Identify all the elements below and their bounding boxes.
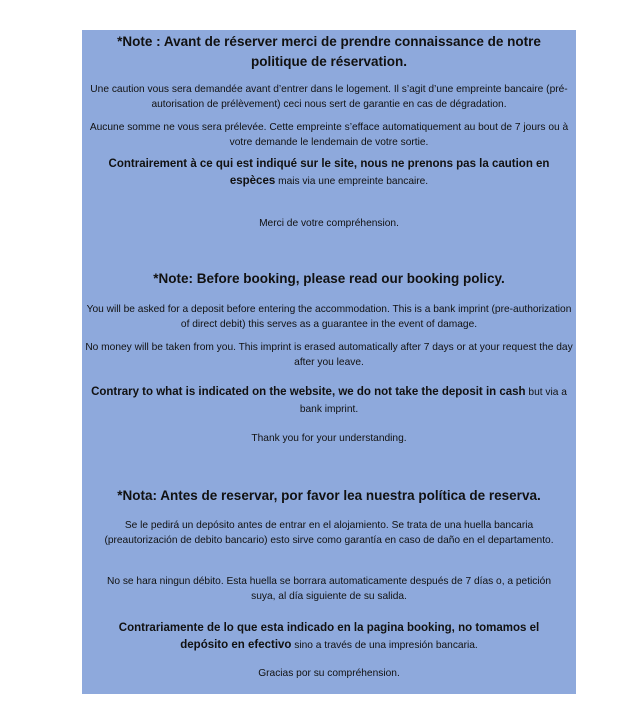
english-p3-normal: but via a bank imprint. [299, 387, 567, 415]
spanish-heading: *Nota: Antes de reservar, por favor lea nuestra política de reserva. [117, 488, 541, 503]
english-p1-text: You will be asked for a deposit before entering the accommodation. This is a bank imprint (pre-authorization of direct debit) this serves as a guarantee in the event of damage. [86, 304, 572, 330]
spanish-p2-text: No se hara ningun débito. Esta huella se borrara automaticamente después de 7 días o, a petición suya, al día siguiente de su salida. [106, 576, 551, 602]
spanish-paragraph-thanks [82, 666, 576, 681]
english-paragraph-no-charge [82, 340, 576, 370]
booking-policy-notice [82, 30, 576, 694]
english-p3-text [82, 384, 576, 418]
english-heading: *Note: Before booking, please read our booking policy. [153, 271, 505, 286]
spanish-p4-text: Gracias por su compréhension. [258, 668, 400, 679]
english-p3-bold: Contrary to what is indicated on the website, we do not take the deposit in cash [91, 386, 526, 398]
spanish-p3-text [99, 620, 559, 654]
french-paragraph-cash [82, 156, 576, 190]
english-paragraph-thanks [82, 431, 576, 446]
french-p1-text: Une caution vous sera demandée avant d’entrer dans le logement. Il s’agit d’une empreinte bancaire (pré-autorisation de prélèvement) ceci nous sert de garantie en cas de dégradation. [90, 84, 568, 110]
french-p4-text: Merci de votre compréhension. [259, 218, 399, 229]
french-section [82, 32, 576, 72]
french-p2-text: Aucune somme ne vous sera prélevée. Cette empreinte s’efface automatiquement au bout de 7 jours ou à votre demande le lendemain de votre sortie. [89, 122, 569, 148]
french-p3-normal: mais via une empreinte bancaire. [275, 176, 429, 187]
english-section [82, 269, 576, 289]
spanish-p1-text: Se le pedirá un depósito antes de entrar en el alojamiento. Se trata de una huella bancaria (preautorización de debito bancario) esto sirve como garantía en caso de daño en el departamento. [104, 520, 554, 546]
french-paragraph-no-charge [82, 120, 576, 150]
spanish-section [82, 486, 576, 506]
french-p3-text [89, 156, 569, 190]
english-p2-text: No money will be taken from you. This imprint is erased automatically after 7 days or at your request the day after you leave. [85, 342, 573, 368]
spanish-paragraph-deposit [82, 518, 576, 548]
spanish-paragraph-no-charge [82, 574, 576, 604]
english-paragraph-cash [82, 384, 576, 418]
french-paragraph-thanks [82, 216, 576, 231]
spanish-paragraph-cash [82, 620, 576, 654]
french-paragraph-deposit [82, 82, 576, 112]
spanish-p3-normal: sino a través de una impresión bancaria. [291, 640, 478, 651]
french-p3-bold: Contrairement à ce qui est indiqué sur le site, nous ne prenons pas la caution en espèces [108, 158, 550, 187]
french-heading: *Note : Avant de réserver merci de prendre connaissance de notre politique de réservation. [117, 34, 541, 69]
english-p4-text: Thank you for your understanding. [251, 433, 407, 444]
spanish-p3-bold: Contrariamente de lo que esta indicado en la pagina booking, no tomamos el depósito en efectivo [118, 622, 540, 651]
english-paragraph-deposit [82, 302, 576, 332]
